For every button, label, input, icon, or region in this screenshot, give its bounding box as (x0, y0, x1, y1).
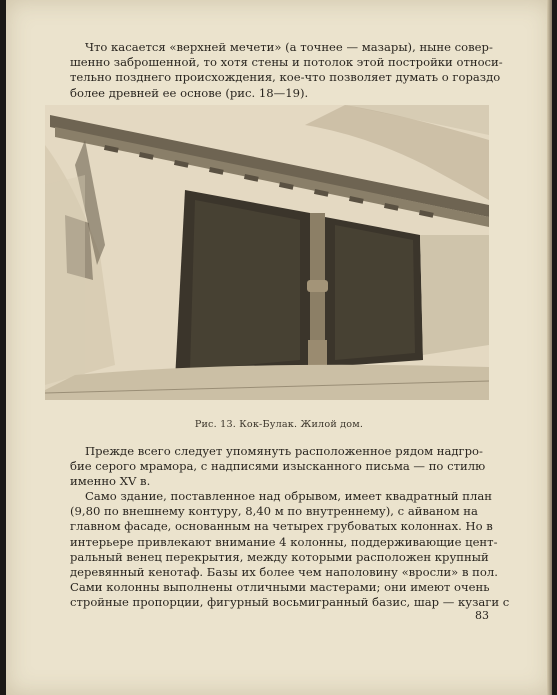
page-edge (547, 0, 552, 695)
text-line: Сами колонны выполнены отличными мастерами; они имеют очень (70, 580, 490, 595)
text-line: интерьере привлекают внимание 4 колонны, поддерживающие цент- (70, 534, 498, 549)
text-line: Прежде всего следует упомянуть расположенное рядом надгро- (85, 444, 483, 458)
paragraph-three (70, 489, 510, 611)
paragraph-two (70, 444, 490, 490)
text-line: Само здание, поставленное над обрывом, имеет квадратный план (85, 489, 492, 503)
text-line: шенно заброшенной, то хотя стены и потолок этой постройки относи- (70, 55, 503, 70)
text-line: стройные пропорции, фигурный восьмигранный базис, шар — кузаги с (70, 595, 510, 610)
figure-caption: Рис. 13. Кок-Булак. Жилой дом. (194, 419, 364, 430)
house-drawing (45, 105, 489, 400)
text-line: более древней ее основе (рис. 18—19). (70, 85, 309, 100)
text-line: ральный венец перекрытия, между которыми расположен крупный (70, 549, 489, 564)
text-line: Что касается «верхней мечети» (а точнее — мазары), ныне совер- (85, 40, 493, 54)
book-page (6, 0, 552, 695)
figure-illustration (45, 105, 489, 400)
text-line: именно XV в. (70, 474, 151, 489)
page-number: 83 (475, 609, 489, 622)
text-line: (9,80 по внешнему контуру, 8,40 м по внутреннему), с айваном на (70, 504, 478, 519)
text-line: тельно позднего происхождения, кое-что позволяет думать о гораздо (70, 70, 501, 85)
intro-paragraph (70, 40, 503, 101)
text-line: деревянный кенотаф. Базы их более чем наполовину «вросли» в пол. (70, 565, 498, 580)
text-line: бие серого мрамора, с надписями изысканного письма — по стилю (70, 459, 486, 474)
text-line: главном фасаде, основанным на четырех грубоватых колоннах. Но в (70, 519, 493, 534)
